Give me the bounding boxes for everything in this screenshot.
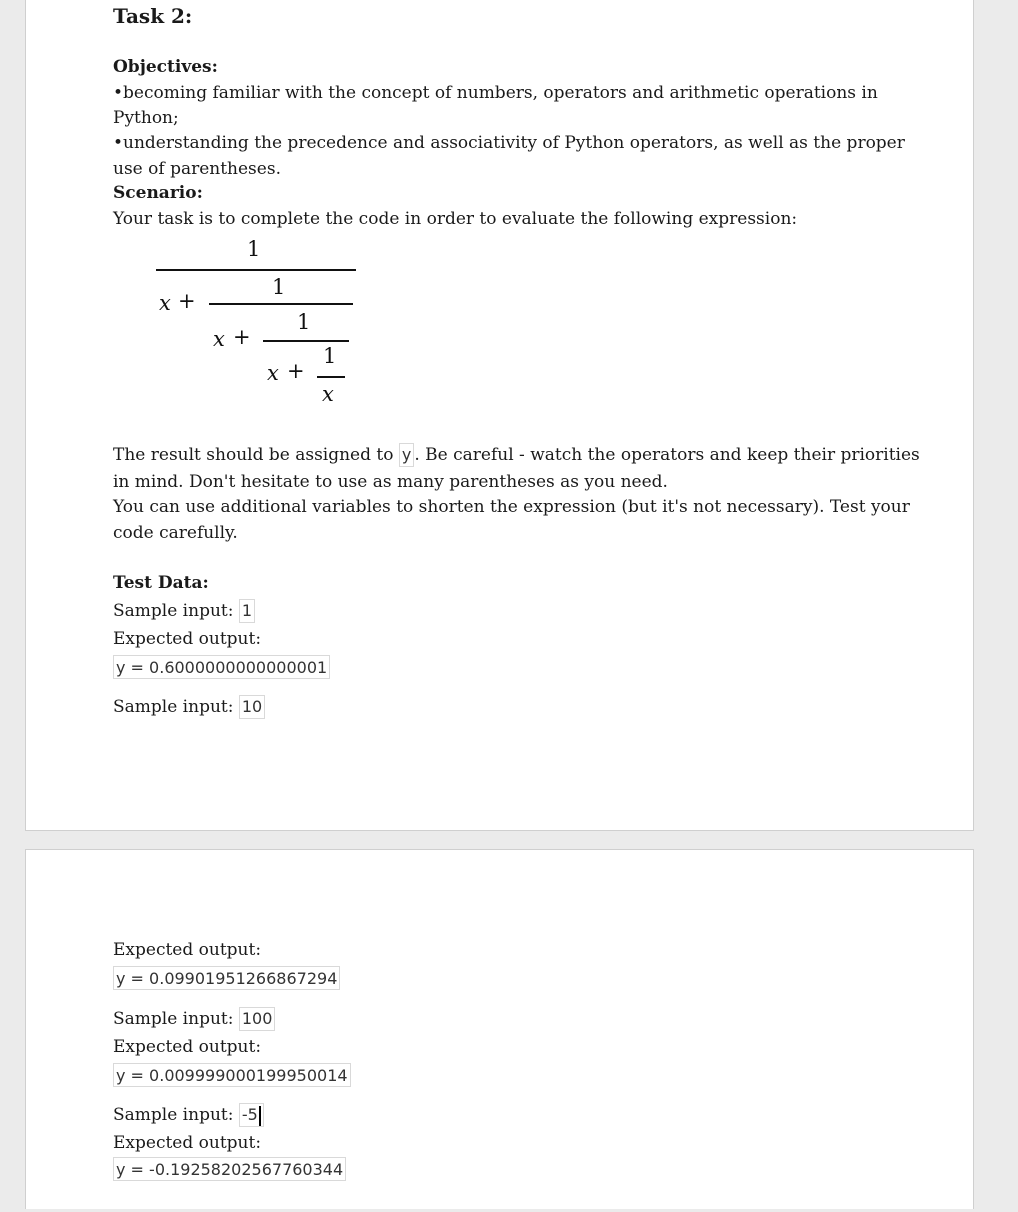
formula-x-1: x [159, 291, 171, 315]
expected-output-value-3: y = 0.009999000199950014 [113, 1063, 351, 1087]
test-data-heading: Test Data: [113, 573, 209, 593]
formula-bar-1 [156, 269, 356, 271]
sample-input-value-text: -5 [241, 1105, 258, 1124]
sample-input-value: 1 [239, 599, 255, 623]
formula-numerator-1: 1 [247, 237, 261, 261]
expected-output-label-2: Expected output: [113, 940, 262, 960]
formula-plus-1: + [178, 289, 196, 313]
sample-input-2 [113, 694, 265, 720]
sample-input-label: Sample input: [113, 1009, 234, 1029]
expected-output-label-3: Expected output: [113, 1037, 262, 1057]
expected-output-value-1: y = 0.6000000000000001 [113, 655, 330, 679]
scenario-heading: Scenario: [113, 183, 203, 203]
expected-output-value-4: y = -0.19258202567760344 [113, 1157, 346, 1181]
task-title: Task 2: [113, 4, 193, 28]
formula-x-2: x [213, 327, 225, 351]
objective-bullet-1-cont: Python; [113, 108, 179, 128]
formula-numerator-3: 1 [297, 310, 311, 334]
instructions-line-1 [113, 442, 920, 468]
formula-bar-3 [263, 340, 349, 342]
sample-input-label: Sample input: [113, 1105, 234, 1125]
expected-output-value-2: y = 0.09901951266867294 [113, 966, 340, 990]
scenario-intro: Your task is to complete the code in order to evaluate the following expression: [113, 209, 798, 229]
sample-input-value-editing[interactable] [239, 1103, 264, 1127]
instructions-text-a: The result should be assigned to [113, 445, 394, 465]
formula-x-3: x [267, 361, 279, 385]
formula-plus-2: + [233, 325, 251, 349]
instructions-line-3: You can use additional variables to shorten the expression (but it's not necessary). Test your [113, 497, 910, 517]
formula-denominator-x: x [322, 382, 334, 406]
formula-numerator-4: 1 [323, 344, 337, 368]
expected-output-label-1: Expected output: [113, 629, 262, 649]
sample-input-label: Sample input: [113, 601, 234, 621]
sample-input-value: 10 [239, 695, 265, 719]
sample-input-3 [113, 1006, 275, 1032]
formula-numerator-2: 1 [272, 275, 286, 299]
instructions-text-b: . Be careful - watch the operators and keep their priorities [414, 445, 920, 465]
objective-bullet-2-cont: use of parentheses. [113, 159, 281, 179]
formula-bar-2 [209, 303, 353, 305]
sample-input-1 [113, 598, 255, 624]
formula-plus-3: + [287, 359, 305, 383]
sample-input-4 [113, 1102, 264, 1128]
objective-bullet-1: •becoming familiar with the concept of numbers, operators and arithmetic operations in [113, 83, 878, 103]
expected-output-label-4: Expected output: [113, 1133, 262, 1153]
sample-input-label: Sample input: [113, 697, 234, 717]
instructions-line-2: in mind. Don't hesitate to use as many parentheses as you need. [113, 472, 668, 492]
variable-y-code: y [399, 443, 414, 467]
document-page-1 [25, 0, 974, 831]
objectives-heading: Objectives: [113, 57, 218, 77]
instructions-line-4: code carefully. [113, 523, 238, 543]
formula-bar-4 [317, 376, 345, 378]
sample-input-value: 100 [239, 1007, 276, 1031]
document-page-2 [25, 849, 974, 1209]
text-cursor [259, 1106, 261, 1126]
objective-bullet-2: •understanding the precedence and associativity of Python operators, as well as the proper [113, 133, 905, 153]
